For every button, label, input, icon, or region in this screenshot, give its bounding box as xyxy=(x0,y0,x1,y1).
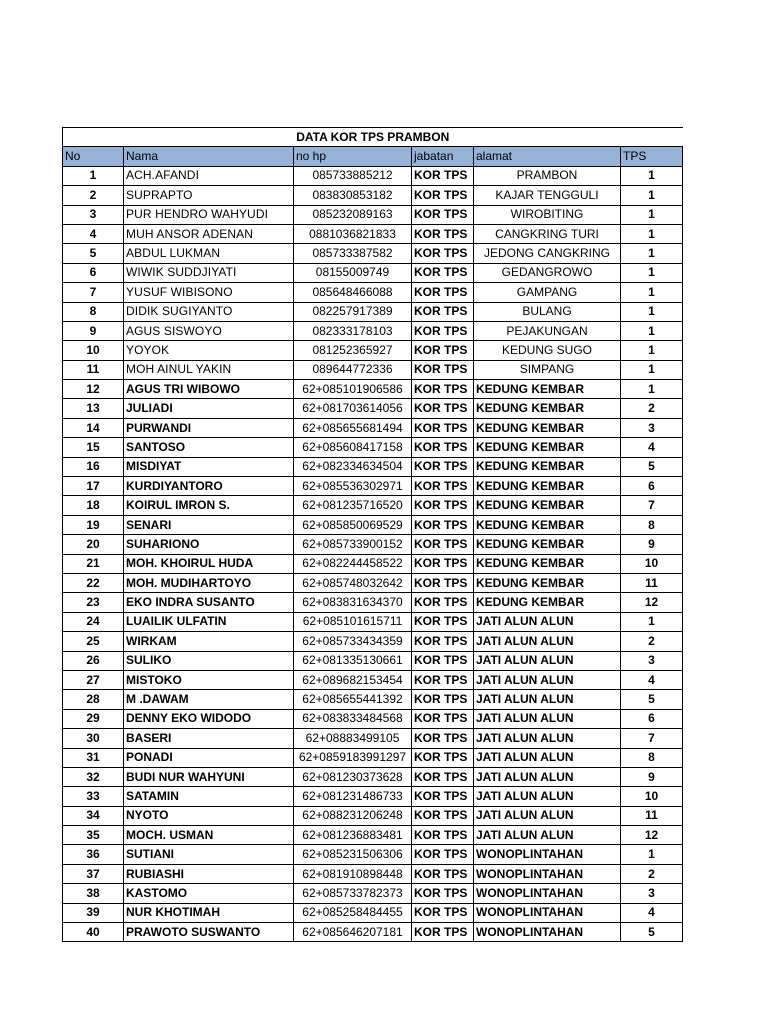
cell-alamat: BULANG xyxy=(474,302,621,321)
table-row xyxy=(63,302,683,321)
cell-alamat: KEDUNG KEMBAR xyxy=(474,554,621,573)
cell-tps: 1 xyxy=(621,380,683,399)
cell-alamat: JATI ALUN ALUN xyxy=(474,767,621,786)
cell-alamat: JATI ALUN ALUN xyxy=(474,632,621,651)
cell-alamat: KAJAR TENGGULI xyxy=(474,186,621,205)
cell-no-hp: 62+085646207181 xyxy=(294,923,412,942)
cell-jabatan: KOR TPS xyxy=(412,457,474,476)
cell-nama: ACH.AFANDI xyxy=(124,166,294,185)
cell-alamat: KEDUNG KEMBAR xyxy=(474,438,621,457)
cell-tps: 12 xyxy=(621,826,683,845)
table-row xyxy=(63,186,683,205)
cell-nama: SUTIANI xyxy=(124,845,294,864)
cell-no: 7 xyxy=(63,283,124,302)
cell-no: 28 xyxy=(63,690,124,709)
cell-tps: 8 xyxy=(621,515,683,534)
cell-jabatan: KOR TPS xyxy=(412,399,474,418)
cell-no-hp: 62+081335130661 xyxy=(294,651,412,670)
cell-no-hp: 082257917389 xyxy=(294,302,412,321)
cell-jabatan: KOR TPS xyxy=(412,806,474,825)
cell-jabatan: KOR TPS xyxy=(412,826,474,845)
cell-tps: 5 xyxy=(621,457,683,476)
cell-tps: 1 xyxy=(621,166,683,185)
cell-jabatan: KOR TPS xyxy=(412,612,474,631)
cell-no: 22 xyxy=(63,573,124,592)
cell-jabatan: KOR TPS xyxy=(412,186,474,205)
cell-no: 35 xyxy=(63,826,124,845)
table-row xyxy=(63,341,683,360)
table-row xyxy=(63,438,683,457)
cell-no-hp: 62+081703614056 xyxy=(294,399,412,418)
header-no-hp: no hp xyxy=(294,147,412,166)
cell-no: 39 xyxy=(63,903,124,922)
cell-jabatan: KOR TPS xyxy=(412,477,474,496)
cell-tps: 4 xyxy=(621,903,683,922)
cell-tps: 5 xyxy=(621,690,683,709)
cell-no: 1 xyxy=(63,166,124,185)
cell-no-hp: 62+081910898448 xyxy=(294,864,412,883)
cell-jabatan: KOR TPS xyxy=(412,903,474,922)
cell-no: 25 xyxy=(63,632,124,651)
header-nama: Nama xyxy=(124,147,294,166)
cell-nama: MISTOKO xyxy=(124,670,294,689)
cell-jabatan: KOR TPS xyxy=(412,263,474,282)
cell-jabatan: KOR TPS xyxy=(412,748,474,767)
cell-nama: M .DAWAM xyxy=(124,690,294,709)
cell-nama: SATAMIN xyxy=(124,787,294,806)
cell-tps: 1 xyxy=(621,263,683,282)
cell-alamat: JATI ALUN ALUN xyxy=(474,787,621,806)
cell-nama: PRAWOTO SUSWANTO xyxy=(124,923,294,942)
table-row xyxy=(63,864,683,883)
cell-no-hp: 089644772336 xyxy=(294,360,412,379)
cell-nama: SENARI xyxy=(124,515,294,534)
table-row xyxy=(63,360,683,379)
cell-alamat: KEDUNG KEMBAR xyxy=(474,380,621,399)
cell-no: 15 xyxy=(63,438,124,457)
cell-no-hp: 62+081230373628 xyxy=(294,767,412,786)
cell-alamat: JATI ALUN ALUN xyxy=(474,651,621,670)
cell-tps: 2 xyxy=(621,399,683,418)
table-row xyxy=(63,651,683,670)
cell-no-hp: 085733885212 xyxy=(294,166,412,185)
table-row xyxy=(63,923,683,942)
cell-no-hp: 082333178103 xyxy=(294,321,412,340)
cell-tps: 10 xyxy=(621,554,683,573)
cell-alamat: KEDUNG KEMBAR xyxy=(474,457,621,476)
cell-jabatan: KOR TPS xyxy=(412,767,474,786)
cell-nama: MOCH. USMAN xyxy=(124,826,294,845)
table-title: DATA KOR TPS PRAMBON xyxy=(63,128,683,147)
cell-nama: MOH. KHOIRUL HUDA xyxy=(124,554,294,573)
cell-tps: 9 xyxy=(621,535,683,554)
table-row xyxy=(63,321,683,340)
cell-alamat: JATI ALUN ALUN xyxy=(474,806,621,825)
cell-tps: 4 xyxy=(621,670,683,689)
header-jabatan: jabatan xyxy=(412,147,474,166)
cell-no-hp: 62+085655681494 xyxy=(294,418,412,437)
table-row xyxy=(63,418,683,437)
cell-no: 20 xyxy=(63,535,124,554)
cell-no-hp: 62+085850069529 xyxy=(294,515,412,534)
cell-jabatan: KOR TPS xyxy=(412,341,474,360)
cell-alamat: KEDUNG KEMBAR xyxy=(474,535,621,554)
cell-tps: 1 xyxy=(621,283,683,302)
cell-tps: 2 xyxy=(621,864,683,883)
cell-tps: 1 xyxy=(621,205,683,224)
cell-no-hp: 62+089682153454 xyxy=(294,670,412,689)
cell-jabatan: KOR TPS xyxy=(412,283,474,302)
cell-alamat: JATI ALUN ALUN xyxy=(474,826,621,845)
cell-alamat: WONOPLINTAHAN xyxy=(474,845,621,864)
cell-no-hp: 62+085258484455 xyxy=(294,903,412,922)
header-alamat: alamat xyxy=(474,147,621,166)
cell-no: 31 xyxy=(63,748,124,767)
cell-alamat: WONOPLINTAHAN xyxy=(474,864,621,883)
cell-alamat: GAMPANG xyxy=(474,283,621,302)
cell-no-hp: 085232089163 xyxy=(294,205,412,224)
cell-alamat: WONOPLINTAHAN xyxy=(474,923,621,942)
cell-no-hp: 083830853182 xyxy=(294,186,412,205)
cell-no-hp: 62+085608417158 xyxy=(294,438,412,457)
cell-tps: 5 xyxy=(621,923,683,942)
table-row xyxy=(63,690,683,709)
cell-no: 27 xyxy=(63,670,124,689)
cell-no-hp: 081252365927 xyxy=(294,341,412,360)
cell-nama: WIRKAM xyxy=(124,632,294,651)
table-row xyxy=(63,670,683,689)
cell-jabatan: KOR TPS xyxy=(412,224,474,243)
cell-no: 9 xyxy=(63,321,124,340)
cell-alamat: WONOPLINTAHAN xyxy=(474,884,621,903)
cell-nama: PUR HENDRO WAHYUDI xyxy=(124,205,294,224)
table-row xyxy=(63,477,683,496)
cell-tps: 1 xyxy=(621,845,683,864)
cell-jabatan: KOR TPS xyxy=(412,244,474,263)
cell-no-hp: 62+085536302971 xyxy=(294,477,412,496)
cell-nama: AGUS SISWOYO xyxy=(124,321,294,340)
cell-no: 10 xyxy=(63,341,124,360)
cell-tps: 1 xyxy=(621,244,683,263)
cell-no-hp: 62+085748032642 xyxy=(294,573,412,592)
cell-tps: 1 xyxy=(621,341,683,360)
table-header-row xyxy=(63,147,683,166)
cell-no-hp: 62+083831634370 xyxy=(294,593,412,612)
cell-no: 5 xyxy=(63,244,124,263)
cell-tps: 6 xyxy=(621,477,683,496)
table-row xyxy=(63,573,683,592)
cell-nama: YUSUF WIBISONO xyxy=(124,283,294,302)
cell-no: 33 xyxy=(63,787,124,806)
cell-nama: MOH AINUL YAKIN xyxy=(124,360,294,379)
cell-no-hp: 62+082244458522 xyxy=(294,554,412,573)
cell-nama: PURWANDI xyxy=(124,418,294,437)
table-row xyxy=(63,224,683,243)
cell-tps: 3 xyxy=(621,418,683,437)
cell-tps: 1 xyxy=(621,321,683,340)
table-row xyxy=(63,457,683,476)
table-row xyxy=(63,244,683,263)
cell-tps: 6 xyxy=(621,709,683,728)
cell-no-hp: 62+085231506306 xyxy=(294,845,412,864)
table-row xyxy=(63,283,683,302)
table-row xyxy=(63,845,683,864)
cell-alamat: CANGKRING TURI xyxy=(474,224,621,243)
cell-jabatan: KOR TPS xyxy=(412,787,474,806)
cell-jabatan: KOR TPS xyxy=(412,496,474,515)
cell-no: 26 xyxy=(63,651,124,670)
cell-jabatan: KOR TPS xyxy=(412,573,474,592)
table-row xyxy=(63,709,683,728)
kor-tps-table xyxy=(62,127,683,942)
cell-jabatan: KOR TPS xyxy=(412,360,474,379)
cell-tps: 8 xyxy=(621,748,683,767)
table-row xyxy=(63,205,683,224)
cell-nama: MOH. MUDIHARTOYO xyxy=(124,573,294,592)
table-row xyxy=(63,535,683,554)
cell-nama: BUDI NUR WAHYUNI xyxy=(124,767,294,786)
cell-tps: 2 xyxy=(621,632,683,651)
cell-no: 18 xyxy=(63,496,124,515)
cell-tps: 1 xyxy=(621,186,683,205)
cell-no-hp: 62+083833484568 xyxy=(294,709,412,728)
cell-jabatan: KOR TPS xyxy=(412,535,474,554)
cell-nama: RUBIASHI xyxy=(124,864,294,883)
cell-no-hp: 62+085733900152 xyxy=(294,535,412,554)
header-tps: TPS xyxy=(621,147,683,166)
cell-jabatan: KOR TPS xyxy=(412,515,474,534)
cell-no: 8 xyxy=(63,302,124,321)
table-row xyxy=(63,806,683,825)
cell-nama: DIDIK SUGIYANTO xyxy=(124,302,294,321)
table-row xyxy=(63,612,683,631)
cell-no-hp: 0881036821833 xyxy=(294,224,412,243)
cell-nama: AGUS TRI WIBOWO xyxy=(124,380,294,399)
table-row xyxy=(63,263,683,282)
cell-no: 17 xyxy=(63,477,124,496)
cell-alamat: JATI ALUN ALUN xyxy=(474,670,621,689)
table-row xyxy=(63,884,683,903)
cell-nama: WIWIK SUDDJIYATI xyxy=(124,263,294,282)
cell-tps: 9 xyxy=(621,767,683,786)
cell-no: 12 xyxy=(63,380,124,399)
cell-jabatan: KOR TPS xyxy=(412,166,474,185)
cell-alamat: KEDUNG KEMBAR xyxy=(474,477,621,496)
cell-jabatan: KOR TPS xyxy=(412,632,474,651)
cell-alamat: KEDUNG KEMBAR xyxy=(474,496,621,515)
table-body xyxy=(63,166,683,942)
cell-no-hp: 62+085101615711 xyxy=(294,612,412,631)
cell-nama: YOYOK xyxy=(124,341,294,360)
cell-no: 24 xyxy=(63,612,124,631)
cell-no-hp: 62+085101906586 xyxy=(294,380,412,399)
cell-tps: 3 xyxy=(621,884,683,903)
cell-nama: KURDIYANTORO xyxy=(124,477,294,496)
table-row xyxy=(63,748,683,767)
cell-jabatan: KOR TPS xyxy=(412,884,474,903)
cell-no: 21 xyxy=(63,554,124,573)
cell-tps: 1 xyxy=(621,224,683,243)
cell-no: 37 xyxy=(63,864,124,883)
cell-no: 6 xyxy=(63,263,124,282)
cell-alamat: JATI ALUN ALUN xyxy=(474,612,621,631)
cell-no: 4 xyxy=(63,224,124,243)
cell-no-hp: 62+085655441392 xyxy=(294,690,412,709)
cell-nama: PONADI xyxy=(124,748,294,767)
cell-jabatan: KOR TPS xyxy=(412,923,474,942)
cell-jabatan: KOR TPS xyxy=(412,729,474,748)
cell-nama: MUH ANSOR ADENAN xyxy=(124,224,294,243)
cell-alamat: WONOPLINTAHAN xyxy=(474,903,621,922)
cell-jabatan: KOR TPS xyxy=(412,321,474,340)
table-row xyxy=(63,787,683,806)
cell-alamat: GEDANGROWO xyxy=(474,263,621,282)
cell-tps: 1 xyxy=(621,612,683,631)
cell-no: 40 xyxy=(63,923,124,942)
cell-tps: 3 xyxy=(621,651,683,670)
cell-jabatan: KOR TPS xyxy=(412,380,474,399)
cell-nama: KOIRUL IMRON S. xyxy=(124,496,294,515)
cell-tps: 1 xyxy=(621,302,683,321)
cell-no-hp: 62+081235716520 xyxy=(294,496,412,515)
cell-alamat: SIMPANG xyxy=(474,360,621,379)
table-row xyxy=(63,729,683,748)
cell-no-hp: 085648466088 xyxy=(294,283,412,302)
table-row xyxy=(63,593,683,612)
cell-no-hp: 62+0859183991297 xyxy=(294,748,412,767)
table-row xyxy=(63,554,683,573)
cell-no: 2 xyxy=(63,186,124,205)
cell-alamat: JATI ALUN ALUN xyxy=(474,748,621,767)
cell-no-hp: 62+085733782373 xyxy=(294,884,412,903)
cell-jabatan: KOR TPS xyxy=(412,205,474,224)
cell-alamat: KEDUNG KEMBAR xyxy=(474,418,621,437)
cell-tps: 7 xyxy=(621,729,683,748)
cell-no-hp: 62+085733434359 xyxy=(294,632,412,651)
table-row xyxy=(63,496,683,515)
cell-jabatan: KOR TPS xyxy=(412,864,474,883)
cell-nama: SANTOSO xyxy=(124,438,294,457)
cell-jabatan: KOR TPS xyxy=(412,593,474,612)
table-row xyxy=(63,903,683,922)
cell-jabatan: KOR TPS xyxy=(412,709,474,728)
table-row xyxy=(63,632,683,651)
table-row xyxy=(63,166,683,185)
cell-nama: NYOTO xyxy=(124,806,294,825)
cell-no-hp: 62+088231206248 xyxy=(294,806,412,825)
cell-no: 13 xyxy=(63,399,124,418)
cell-nama: ABDUL LUKMAN xyxy=(124,244,294,263)
cell-nama: SUPRAPTO xyxy=(124,186,294,205)
cell-alamat: KEDUNG KEMBAR xyxy=(474,573,621,592)
cell-tps: 4 xyxy=(621,438,683,457)
cell-no: 14 xyxy=(63,418,124,437)
cell-tps: 10 xyxy=(621,787,683,806)
table-row xyxy=(63,767,683,786)
cell-nama: KASTOMO xyxy=(124,884,294,903)
cell-alamat: PRAMBON xyxy=(474,166,621,185)
cell-nama: SULIKO xyxy=(124,651,294,670)
cell-jabatan: KOR TPS xyxy=(412,418,474,437)
cell-no-hp: 085733387582 xyxy=(294,244,412,263)
cell-nama: JULIADI xyxy=(124,399,294,418)
cell-no: 29 xyxy=(63,709,124,728)
table-title-row xyxy=(63,128,683,147)
cell-no-hp: 62+081231486733 xyxy=(294,787,412,806)
table-row xyxy=(63,826,683,845)
cell-jabatan: KOR TPS xyxy=(412,670,474,689)
cell-no-hp: 62+082334634504 xyxy=(294,457,412,476)
cell-nama: DENNY EKO WIDODO xyxy=(124,709,294,728)
cell-jabatan: KOR TPS xyxy=(412,554,474,573)
cell-jabatan: KOR TPS xyxy=(412,845,474,864)
cell-no: 30 xyxy=(63,729,124,748)
cell-tps: 11 xyxy=(621,806,683,825)
cell-tps: 12 xyxy=(621,593,683,612)
cell-no: 34 xyxy=(63,806,124,825)
cell-alamat: WIROBITING xyxy=(474,205,621,224)
cell-alamat: JATI ALUN ALUN xyxy=(474,729,621,748)
cell-alamat: JATI ALUN ALUN xyxy=(474,709,621,728)
table-row xyxy=(63,380,683,399)
cell-no: 11 xyxy=(63,360,124,379)
cell-tps: 7 xyxy=(621,496,683,515)
cell-no-hp: 62+08883499105 xyxy=(294,729,412,748)
cell-alamat: JEDONG CANGKRING xyxy=(474,244,621,263)
cell-jabatan: KOR TPS xyxy=(412,302,474,321)
header-no: No xyxy=(63,147,124,166)
cell-alamat: JATI ALUN ALUN xyxy=(474,690,621,709)
cell-tps: 11 xyxy=(621,573,683,592)
table-row xyxy=(63,515,683,534)
cell-jabatan: KOR TPS xyxy=(412,651,474,670)
cell-nama: NUR KHOTIMAH xyxy=(124,903,294,922)
cell-nama: EKO INDRA SUSANTO xyxy=(124,593,294,612)
cell-alamat: KEDUNG SUGO xyxy=(474,341,621,360)
cell-no: 36 xyxy=(63,845,124,864)
cell-nama: SUHARIONO xyxy=(124,535,294,554)
cell-nama: BASERI xyxy=(124,729,294,748)
cell-no: 3 xyxy=(63,205,124,224)
cell-alamat: KEDUNG KEMBAR xyxy=(474,593,621,612)
cell-no: 16 xyxy=(63,457,124,476)
cell-tps: 1 xyxy=(621,360,683,379)
cell-no-hp: 08155009749 xyxy=(294,263,412,282)
cell-no: 32 xyxy=(63,767,124,786)
cell-jabatan: KOR TPS xyxy=(412,690,474,709)
cell-no: 23 xyxy=(63,593,124,612)
cell-alamat: KEDUNG KEMBAR xyxy=(474,515,621,534)
cell-no-hp: 62+081236883481 xyxy=(294,826,412,845)
table-row xyxy=(63,399,683,418)
cell-nama: LUAILIK ULFATIN xyxy=(124,612,294,631)
cell-jabatan: KOR TPS xyxy=(412,438,474,457)
cell-no: 19 xyxy=(63,515,124,534)
cell-no: 38 xyxy=(63,884,124,903)
cell-alamat: KEDUNG KEMBAR xyxy=(474,399,621,418)
cell-alamat: PEJAKUNGAN xyxy=(474,321,621,340)
cell-nama: MISDIYAT xyxy=(124,457,294,476)
